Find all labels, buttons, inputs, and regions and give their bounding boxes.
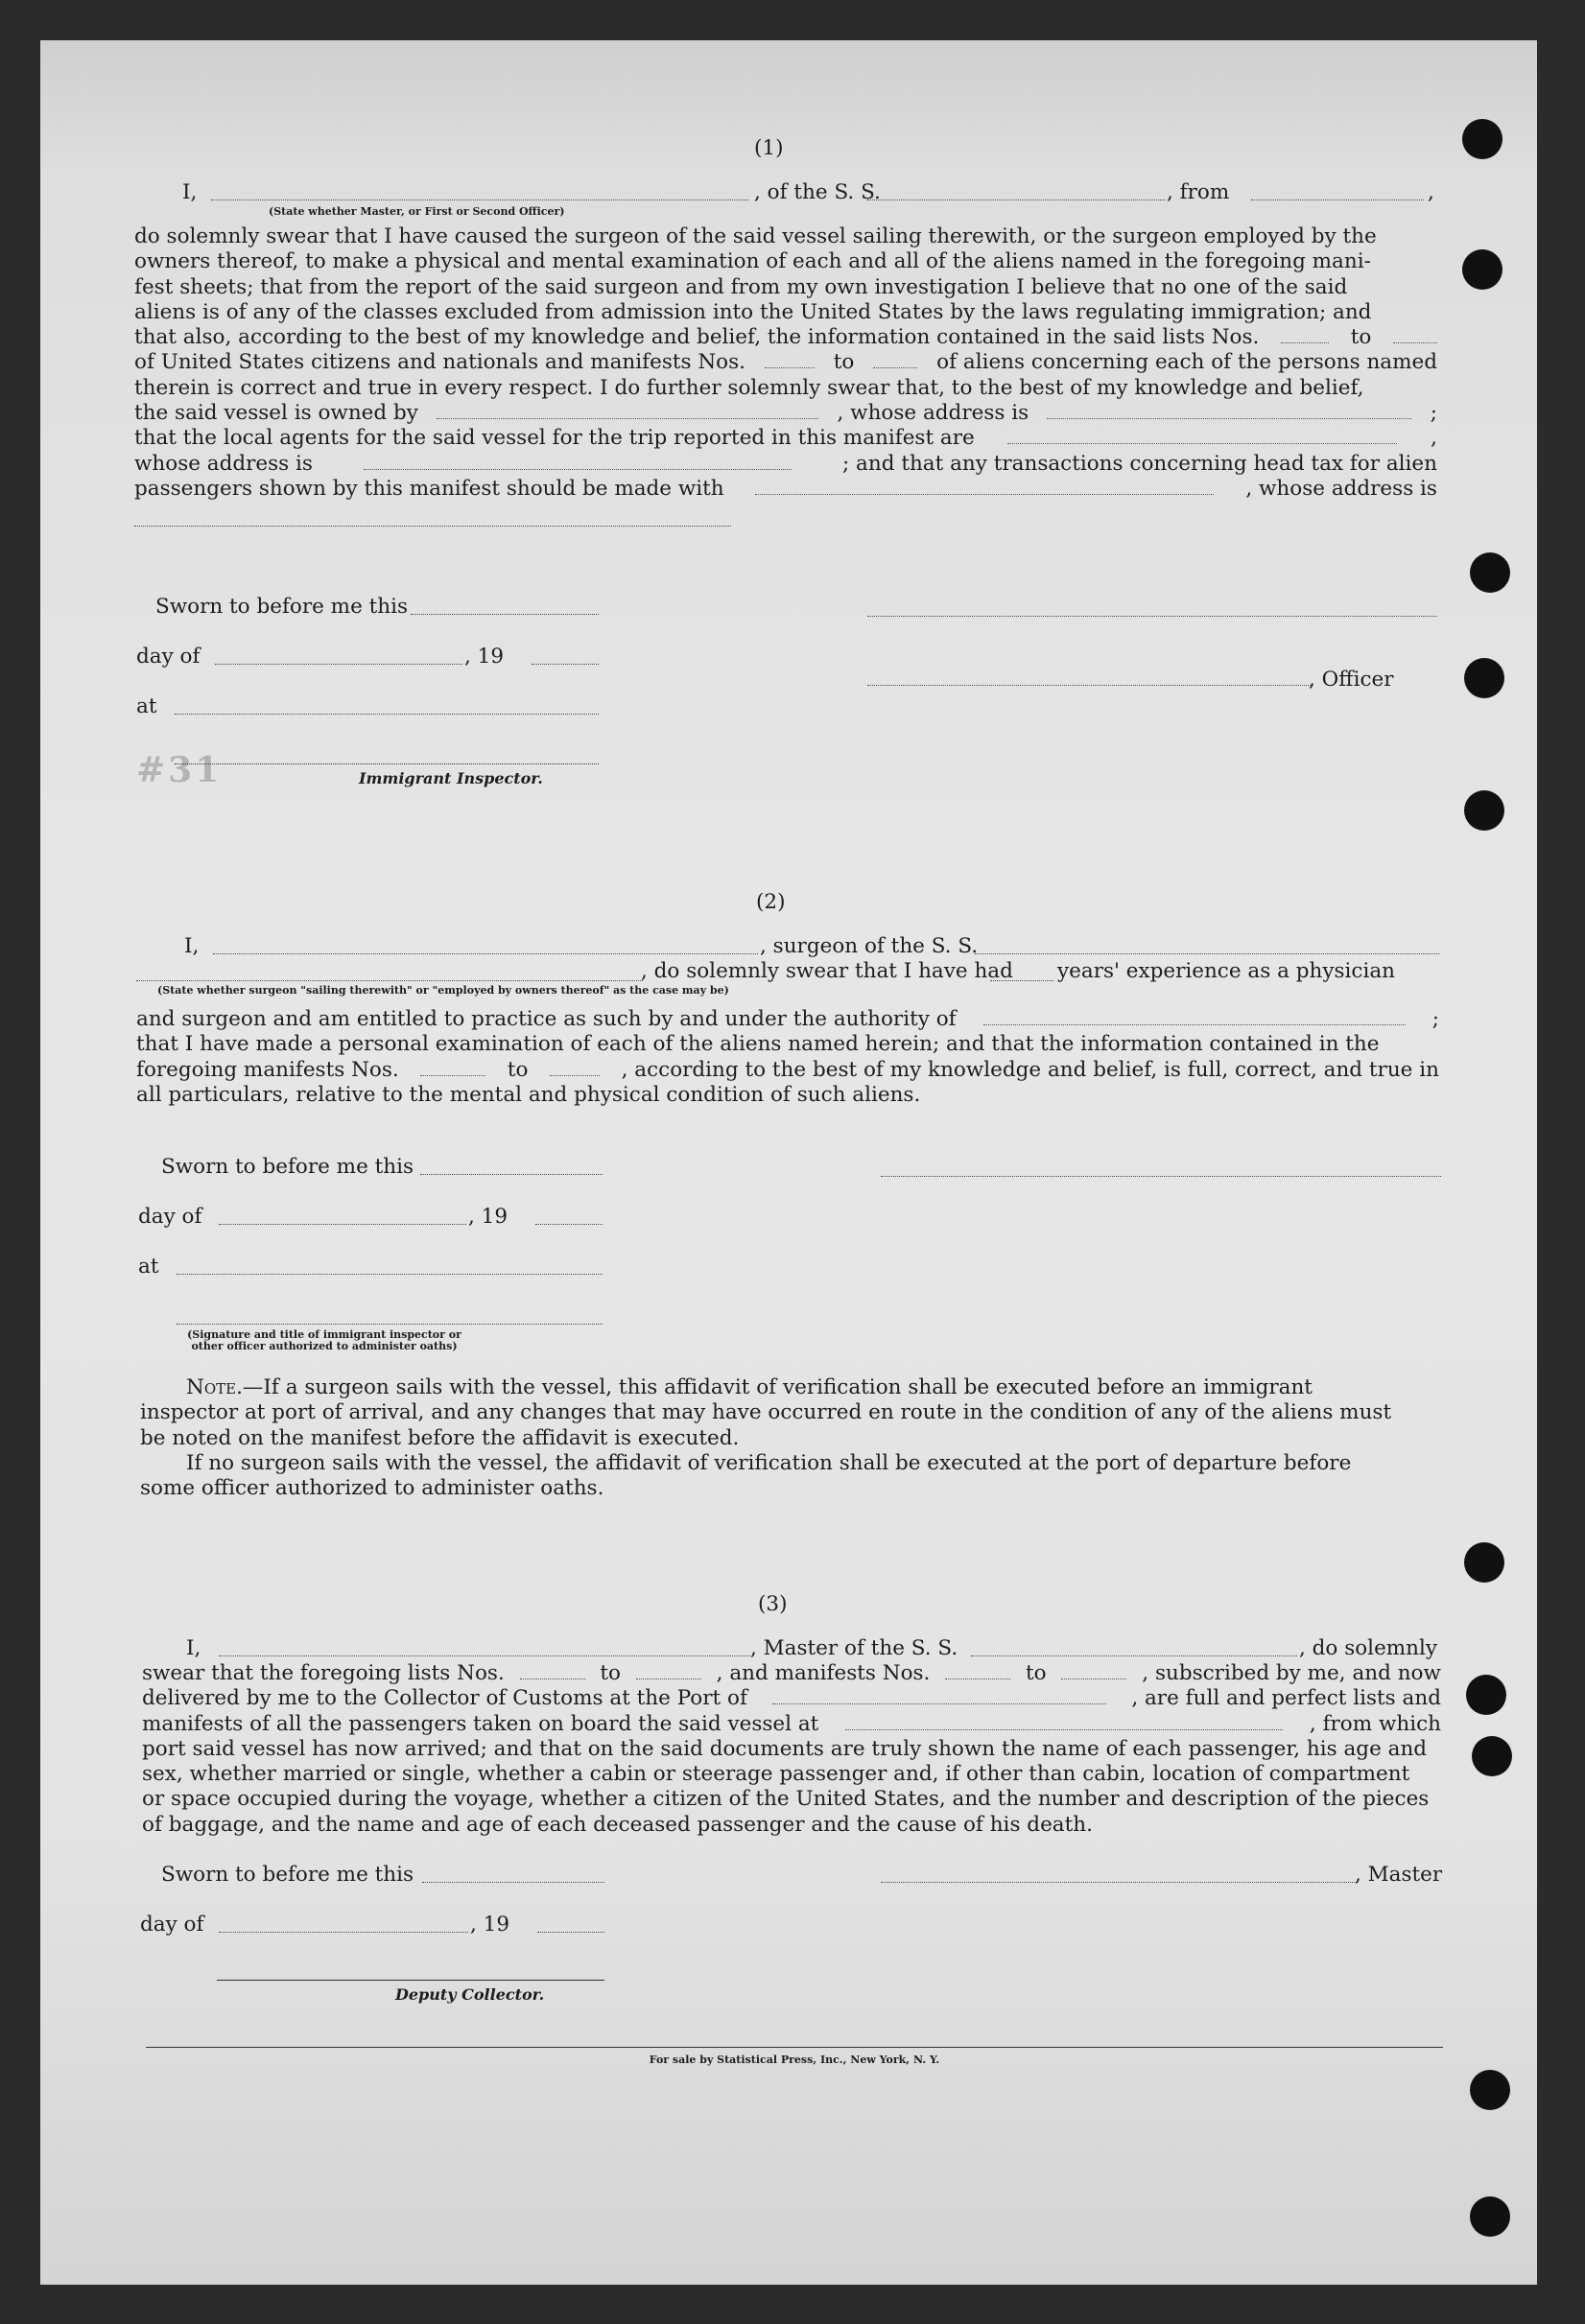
- list-no-blank[interactable]: [1393, 325, 1437, 343]
- text-line: passengers shown by this manifest should be made with: [134, 476, 724, 501]
- vessel-name-blank[interactable]: [975, 953, 1439, 954]
- list-no-blank[interactable]: [1281, 325, 1329, 343]
- text-line: fest sheets; that from the report of the said surgeon and from my own investigation I believe that no one of the said: [134, 274, 1348, 299]
- year-blank[interactable]: [532, 664, 599, 665]
- section-number: (3): [758, 1592, 788, 1616]
- manifest-no-blank[interactable]: [1061, 1661, 1126, 1679]
- footer-imprint: For sale by Statistical Press, Inc., New York, N. Y.: [649, 2054, 940, 2066]
- sworn-label: Sworn to before me this: [161, 1863, 414, 1887]
- punch-hole: [1462, 119, 1502, 159]
- text-line: of baggage, and the name and age of each deceased passenger and the cause of his death.: [142, 1812, 1093, 1837]
- text-line: swear that the foregoing lists Nos.: [142, 1661, 505, 1685]
- sworn-date-blank[interactable]: [420, 1174, 603, 1175]
- field-note: (State whether surgeon "sailing therewith" or "employed by owners thereof" as the case may be): [157, 984, 729, 997]
- officer-label: , Officer: [1309, 668, 1394, 692]
- master-name-blank[interactable]: [219, 1655, 750, 1656]
- manifest-no-blank[interactable]: [873, 350, 917, 368]
- sworn-label: Sworn to before me this: [161, 1155, 414, 1179]
- year-blank[interactable]: [535, 1224, 603, 1225]
- port-blank[interactable]: [772, 1686, 1106, 1704]
- text-line: ; and that any transactions concerning head tax for alien: [841, 451, 1437, 476]
- text-line: —If a surgeon sails with the vessel, this affidavit of verification shall be executed before an immigrant: [242, 1375, 1313, 1399]
- note-block: [140, 1375, 1439, 1501]
- section1-line1-from: , from: [1167, 180, 1230, 204]
- month-blank[interactable]: [219, 1224, 466, 1225]
- section3-body: [142, 1661, 1441, 1838]
- punch-hole: [1464, 1542, 1504, 1583]
- sworn-date-blank[interactable]: [422, 1882, 604, 1883]
- punch-hole: [1464, 658, 1504, 698]
- section2-line1-ss: , surgeon of the S. S.: [760, 934, 979, 958]
- signature-blank[interactable]: [867, 616, 1437, 617]
- text-line: ,: [1431, 426, 1437, 451]
- surgeon-name-blank[interactable]: [213, 953, 758, 954]
- agents-address-blank[interactable]: [364, 452, 792, 470]
- text-line: If no surgeon sails with the vessel, the affidavit of verification shall be executed at the port of departure before: [186, 1450, 1352, 1475]
- head-tax-contact-blank[interactable]: [755, 477, 1214, 495]
- address-blank[interactable]: [134, 526, 731, 527]
- day-of-label: day of: [138, 1205, 202, 1229]
- year-label: , 19: [468, 1205, 509, 1229]
- surgeon-signature-blank[interactable]: [881, 1176, 1441, 1177]
- section1-body: [134, 224, 1437, 502]
- list-no-blank[interactable]: [520, 1661, 585, 1679]
- text-line: delivered by me to the Collector of Customs at the Port of: [142, 1686, 747, 1711]
- text-line: , whose address is: [1245, 476, 1437, 501]
- section2-body: [136, 1007, 1439, 1108]
- text-line: , according to the best of my knowledge and belief, is full, correct, and true in: [621, 1057, 1439, 1082]
- text-line: all particulars, relative to the mental and physical condition of such aliens.: [136, 1082, 921, 1107]
- punch-hole: [1470, 2196, 1510, 2237]
- text-line: that the local agents for the said vessel for the trip reported in this manifest are: [134, 426, 975, 451]
- text-line: port said vessel has now arrived; and that on the said documents are truly shown the name of each passenger, his age and: [142, 1736, 1428, 1761]
- text-line: some officer authorized to administer oaths.: [140, 1476, 604, 1501]
- field-note: (State whether Master, or First or Second Officer): [269, 205, 565, 218]
- text-line: to: [833, 350, 855, 375]
- section3-line1-sw: , do solemnly: [1299, 1636, 1438, 1660]
- text-line: whose address is: [134, 451, 313, 476]
- text-line: and surgeon and am entitled to practice as such by and under the authority of: [136, 1007, 957, 1031]
- officer-signature-blank[interactable]: [177, 1324, 603, 1325]
- vessel-name-blank[interactable]: [971, 1655, 1297, 1656]
- signature-note: [180, 1329, 468, 1352]
- sworn-date-blank[interactable]: [411, 614, 599, 615]
- text-line: ;: [1431, 1007, 1439, 1031]
- section2-line2-a: , do solemnly swear that I have had: [641, 959, 1013, 983]
- text-line: to: [1026, 1661, 1047, 1685]
- manifest-no-blank[interactable]: [420, 1058, 485, 1076]
- text-line: of aliens concerning each of the persons named: [936, 350, 1437, 375]
- year-blank[interactable]: [537, 1932, 604, 1933]
- punch-hole: [1470, 2070, 1510, 2110]
- owner-address-blank[interactable]: [1047, 401, 1411, 419]
- text-line: manifests of all the passengers taken on board the said vessel at: [142, 1711, 819, 1736]
- text-line: to: [507, 1057, 529, 1082]
- signature-note-line: (Signature and title of immigrant inspector or: [187, 1328, 461, 1341]
- day-of-label: day of: [140, 1913, 204, 1937]
- place-blank[interactable]: [175, 714, 599, 715]
- document-page: [40, 40, 1537, 2285]
- list-no-blank[interactable]: [636, 1661, 701, 1679]
- text-line: to: [1350, 325, 1372, 350]
- punch-hole: [1464, 790, 1504, 831]
- section3-line1-ss: , Master of the S. S.: [750, 1636, 958, 1660]
- at-label: at: [136, 694, 157, 718]
- stamp-mark: #31: [136, 750, 223, 790]
- year-label: , 19: [470, 1913, 510, 1937]
- sworn-label: Sworn to before me this: [155, 595, 409, 619]
- text-line: foregoing manifests Nos.: [136, 1057, 399, 1082]
- collector-label: Deputy Collector.: [395, 1985, 545, 2004]
- collector-signature-line[interactable]: [217, 1980, 604, 1981]
- manifest-no-blank[interactable]: [550, 1058, 600, 1076]
- inspector-label: Immigrant Inspector.: [359, 769, 543, 787]
- section3-line1-i: I,: [186, 1636, 201, 1660]
- signature-note-line: other officer authorized to administer oaths): [191, 1340, 458, 1352]
- surgeon-type-blank[interactable]: [136, 980, 643, 981]
- section2-line1-i: I,: [184, 934, 200, 958]
- note-label: Note.: [186, 1375, 243, 1399]
- text-line: , whose address is: [837, 401, 1029, 426]
- master-label: , Master: [1355, 1863, 1443, 1887]
- text-line: or space occupied during the voyage, whether a citizen of the United States, and the number and description of the pieces: [142, 1787, 1430, 1812]
- authority-blank[interactable]: [983, 1007, 1406, 1025]
- text-line: , are full and perfect lists and: [1131, 1686, 1441, 1711]
- text-line: owners thereof, to make a physical and mental examination of each and all of the aliens named in the foregoing mani-: [134, 249, 1371, 274]
- embarkation-port-blank[interactable]: [845, 1712, 1283, 1730]
- text-line: that I have made a personal examination of each of the aliens named herein; and that the information contained in the: [136, 1032, 1380, 1057]
- at-label: at: [138, 1255, 159, 1279]
- text-line: to: [600, 1661, 622, 1685]
- text-line: that also, according to the best of my knowledge and belief, the information contained in the said lists Nos.: [134, 325, 1260, 350]
- owner-blank[interactable]: [437, 401, 818, 419]
- text-line: therein is correct and true in every respect. I do further solemnly swear that, to the best of my knowledge and belief,: [134, 375, 1364, 400]
- years-blank[interactable]: [990, 980, 1053, 981]
- officer-signature-blank[interactable]: [867, 685, 1311, 686]
- section1-line1-i: I,: [182, 180, 198, 204]
- text-line: do solemnly swear that I have caused the surgeon of the said vessel sailing therewith, or the surgeon employed by the: [134, 224, 1377, 248]
- text-line: inspector at port of arrival, and any changes that may have occurred en route in the condition of any of the aliens must: [140, 1400, 1392, 1425]
- inspector-signature-line[interactable]: [175, 763, 599, 764]
- text-line: , and manifests Nos.: [716, 1661, 931, 1685]
- text-line: the said vessel is owned by: [134, 401, 418, 426]
- punch-hole: [1466, 1675, 1506, 1715]
- text-line: , from which: [1309, 1711, 1441, 1736]
- punch-hole: [1472, 1736, 1512, 1776]
- section1-line1-ss: , of the S. S.: [754, 180, 881, 204]
- section1-line1-comma: ,: [1428, 180, 1434, 204]
- text-line: ;: [1430, 401, 1437, 426]
- section-number: (2): [756, 890, 786, 914]
- manifest-no-blank[interactable]: [945, 1661, 1010, 1679]
- year-label: , 19: [464, 645, 505, 669]
- text-line: sex, whether married or single, whether a cabin or steerage passenger and, if other than cabin, location of compartment: [142, 1762, 1410, 1787]
- text-line: of United States citizens and nationals and manifests Nos.: [134, 350, 745, 375]
- master-signature-blank[interactable]: [881, 1882, 1357, 1883]
- day-of-label: day of: [136, 645, 201, 669]
- text-line: , subscribed by me, and now: [1142, 1661, 1441, 1685]
- text-line: aliens is of any of the classes excluded from admission into the United States by the laws regulating immigration; and: [134, 299, 1372, 324]
- punch-hole: [1462, 249, 1502, 290]
- month-blank[interactable]: [215, 664, 462, 665]
- section2-line2-b: years' experience as a physician: [1057, 959, 1395, 983]
- manifest-no-blank[interactable]: [765, 350, 815, 368]
- punch-hole: [1470, 552, 1510, 593]
- agents-blank[interactable]: [1007, 426, 1397, 444]
- text-line: be noted on the manifest before the affidavit is executed.: [140, 1425, 740, 1450]
- place-blank[interactable]: [177, 1274, 603, 1275]
- month-blank[interactable]: [219, 1932, 468, 1933]
- footer-rule: [146, 2047, 1443, 2048]
- section-number: (1): [754, 136, 784, 160]
